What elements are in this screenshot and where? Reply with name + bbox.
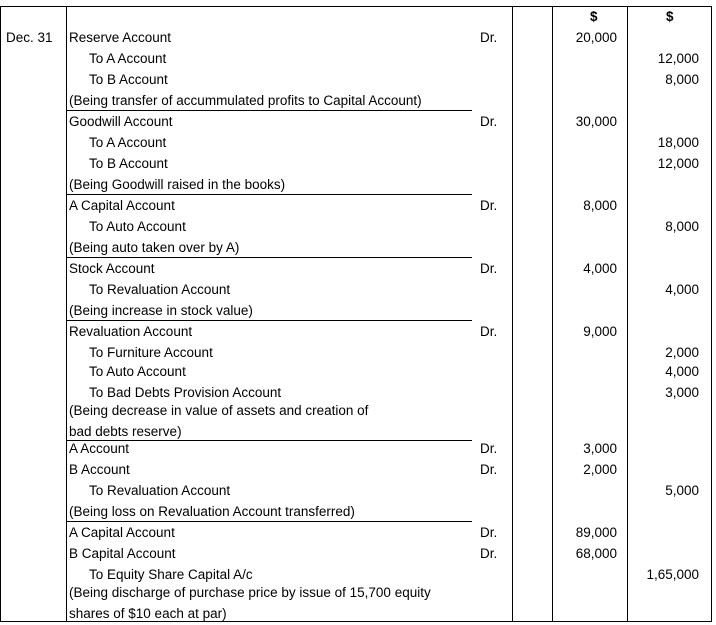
debit-particular: Goodwill Account: [69, 114, 173, 129]
credit-particular: To Revaluation Account: [89, 282, 231, 297]
credit-particular: To Equity Share Capital A/c: [89, 567, 253, 582]
entry-date: Dec. 31: [6, 30, 53, 45]
dr-marker: Dr.: [480, 324, 498, 339]
debit-amount: 9,000: [583, 324, 617, 339]
table-border-left: [0, 6, 1, 622]
credit-currency-header: $: [666, 9, 674, 24]
column-divider-credit: [627, 6, 628, 622]
credit-amount: 2,000: [665, 345, 699, 360]
entry-separator: [66, 257, 472, 258]
credit-particular: To A Account: [89, 51, 167, 66]
credit-particular: To Auto Account: [89, 219, 186, 234]
credit-particular: To Furniture Account: [89, 345, 213, 360]
debit-amount: 20,000: [575, 30, 617, 45]
entry-separator: [66, 110, 472, 111]
credit-amount: 12,000: [657, 51, 699, 66]
credit-amount: 8,000: [665, 72, 699, 87]
column-divider-lf: [512, 6, 513, 622]
credit-particular: To B Account: [89, 72, 168, 87]
entry-separator: [66, 194, 472, 195]
debit-amount: 4,000: [583, 261, 617, 276]
table-border-top: [0, 6, 712, 7]
narration: (Being transfer of accummulated profits to Capital Account): [69, 93, 422, 108]
debit-particular: Stock Account: [69, 261, 155, 276]
narration: (Being decrease in value of assets and creation of: [69, 403, 369, 418]
debit-currency-header: $: [590, 9, 598, 24]
debit-particular: B Account: [69, 462, 130, 477]
narration: (Being auto taken over by A): [69, 240, 240, 255]
debit-particular: B Capital Account: [69, 546, 176, 561]
debit-particular: Revaluation Account: [69, 324, 193, 339]
dr-marker: Dr.: [480, 30, 498, 45]
credit-amount: 1,65,000: [646, 567, 699, 582]
narration: shares of $10 each at par): [69, 606, 227, 621]
credit-amount: 12,000: [657, 156, 699, 171]
debit-amount: 3,000: [583, 441, 617, 456]
dr-marker: Dr.: [480, 525, 498, 540]
credit-particular: To Revaluation Account: [89, 483, 231, 498]
credit-amount: 3,000: [665, 385, 699, 400]
entry-separator: [66, 521, 472, 522]
dr-marker: Dr.: [480, 114, 498, 129]
narration: bad debts reserve): [69, 424, 182, 439]
debit-amount: 30,000: [575, 114, 617, 129]
credit-particular: To Bad Debts Provision Account: [89, 385, 282, 400]
debit-particular: A Capital Account: [69, 198, 175, 213]
dr-marker: Dr.: [480, 462, 498, 477]
credit-amount: 4,000: [665, 282, 699, 297]
dr-marker: Dr.: [480, 441, 498, 456]
narration: (Being loss on Revaluation Account transferred): [69, 504, 355, 519]
table-border-right: [711, 6, 712, 622]
narration: (Being Goodwill raised in the books): [69, 177, 286, 192]
column-divider-date: [66, 6, 67, 622]
debit-particular: Reserve Account: [69, 30, 172, 45]
credit-particular: To B Account: [89, 156, 168, 171]
credit-particular: To Auto Account: [89, 364, 186, 379]
dr-marker: Dr.: [480, 546, 498, 561]
credit-amount: 18,000: [657, 135, 699, 150]
debit-amount: 89,000: [575, 525, 617, 540]
credit-amount: 5,000: [665, 483, 699, 498]
credit-amount: 4,000: [665, 364, 699, 379]
dr-marker: Dr.: [480, 261, 498, 276]
credit-particular: To A Account: [89, 135, 167, 150]
debit-amount: 68,000: [575, 546, 617, 561]
debit-particular: A Capital Account: [69, 525, 175, 540]
dr-marker: Dr.: [480, 198, 498, 213]
debit-amount: 2,000: [583, 462, 617, 477]
debit-particular: A Account: [69, 441, 130, 456]
credit-amount: 8,000: [665, 219, 699, 234]
narration: (Being discharge of purchase price by issue of 15,700 equity: [69, 585, 431, 600]
column-divider-debit: [552, 6, 553, 622]
narration: (Being increase in stock value): [69, 303, 253, 318]
debit-amount: 8,000: [583, 198, 617, 213]
entry-separator: [66, 320, 472, 321]
